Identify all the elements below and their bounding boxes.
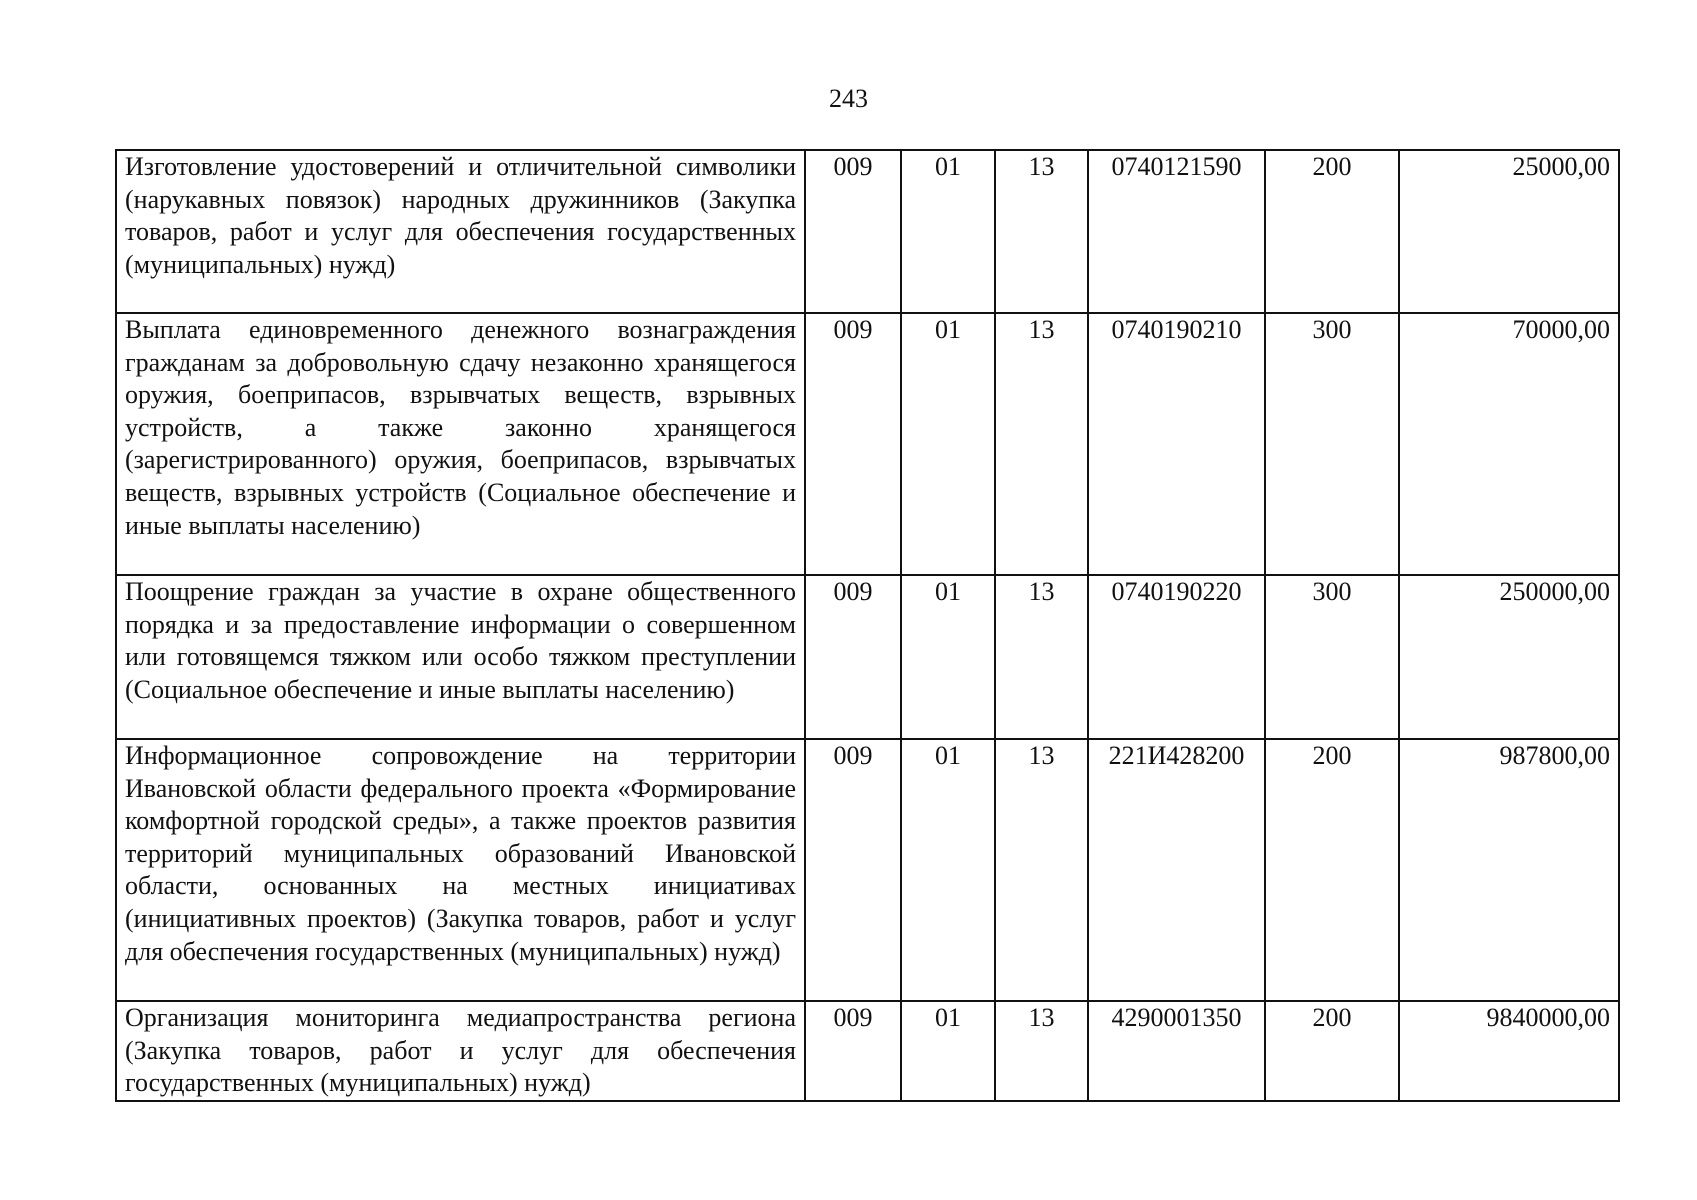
row-target-article: 0740121590: [1088, 150, 1265, 313]
row-description: Выплата единовременного денежного вознаграждения гражданам за добровольную сдачу незаконно хранящегося оружия, боеприпасов, взрывчатых веществ, взрывных устройств, а также законно хранящегося (зарегистрированного) оружия, боеприпасов, взрывчатых веществ, взрывных устройств (Социальное обеспечение и иные выплаты населению): [116, 313, 805, 575]
row-target-article: 0740190210: [1088, 313, 1265, 575]
row-target-article: 0740190220: [1088, 575, 1265, 739]
row-expense-type: 200: [1265, 1001, 1399, 1101]
row-subsection-code: 13: [995, 313, 1088, 575]
budget-table: [115, 149, 1620, 1102]
row-ministry-code: 009: [805, 313, 901, 575]
row-expense-type: 200: [1265, 150, 1399, 313]
table-row: [116, 739, 1619, 1001]
row-expense-type: 200: [1265, 739, 1399, 1001]
row-ministry-code: 009: [805, 575, 901, 739]
row-amount: 250000,00: [1399, 575, 1619, 739]
row-subsection-code: 13: [995, 575, 1088, 739]
row-amount: 25000,00: [1399, 150, 1619, 313]
table-row: [116, 1001, 1619, 1101]
row-section-code: 01: [901, 1001, 995, 1101]
row-subsection-code: 13: [995, 1001, 1088, 1101]
row-ministry-code: 009: [805, 150, 901, 313]
page-number: 243: [829, 84, 868, 113]
row-description: Поощрение граждан за участие в охране общественного порядка и за предоставление информации о совершенном или готовящемся тяжком или особо тяжком преступлении (Социальное обеспечение и иные выплаты населению): [116, 575, 805, 739]
row-description: Информационное сопровождение на территории Ивановской области федерального проекта «Формирование комфортной городской среды», а также проектов развития территорий муниципальных образований Ивановской области, основанных на местных инициативах (инициативных проектов) (Закупка товаров, работ и услуг для обеспечения государственных (муниципальных) нужд): [116, 739, 805, 1001]
table-row: [116, 150, 1619, 313]
row-expense-type: 300: [1265, 575, 1399, 739]
row-section-code: 01: [901, 575, 995, 739]
row-amount: 70000,00: [1399, 313, 1619, 575]
row-description: Изготовление удостоверений и отличительной символики (нарукавных повязок) народных дружинников (Закупка товаров, работ и услуг для обеспечения государственных (муниципальных) нужд): [116, 150, 805, 313]
row-ministry-code: 009: [805, 739, 901, 1001]
row-subsection-code: 13: [995, 150, 1088, 313]
row-subsection-code: 13: [995, 739, 1088, 1001]
row-section-code: 01: [901, 313, 995, 575]
row-target-article: 221И428200: [1088, 739, 1265, 1001]
row-section-code: 01: [901, 150, 995, 313]
table-row: [116, 313, 1619, 575]
row-amount: 987800,00: [1399, 739, 1619, 1001]
row-description: Организация мониторинга медиапространства региона (Закупка товаров, работ и услуг для обеспечения государственных (муниципальных) нужд): [116, 1001, 805, 1101]
table-row: [116, 575, 1619, 739]
row-section-code: 01: [901, 739, 995, 1001]
row-expense-type: 300: [1265, 313, 1399, 575]
row-amount: 9840000,00: [1399, 1001, 1619, 1101]
row-target-article: 4290001350: [1088, 1001, 1265, 1101]
row-ministry-code: 009: [805, 1001, 901, 1101]
